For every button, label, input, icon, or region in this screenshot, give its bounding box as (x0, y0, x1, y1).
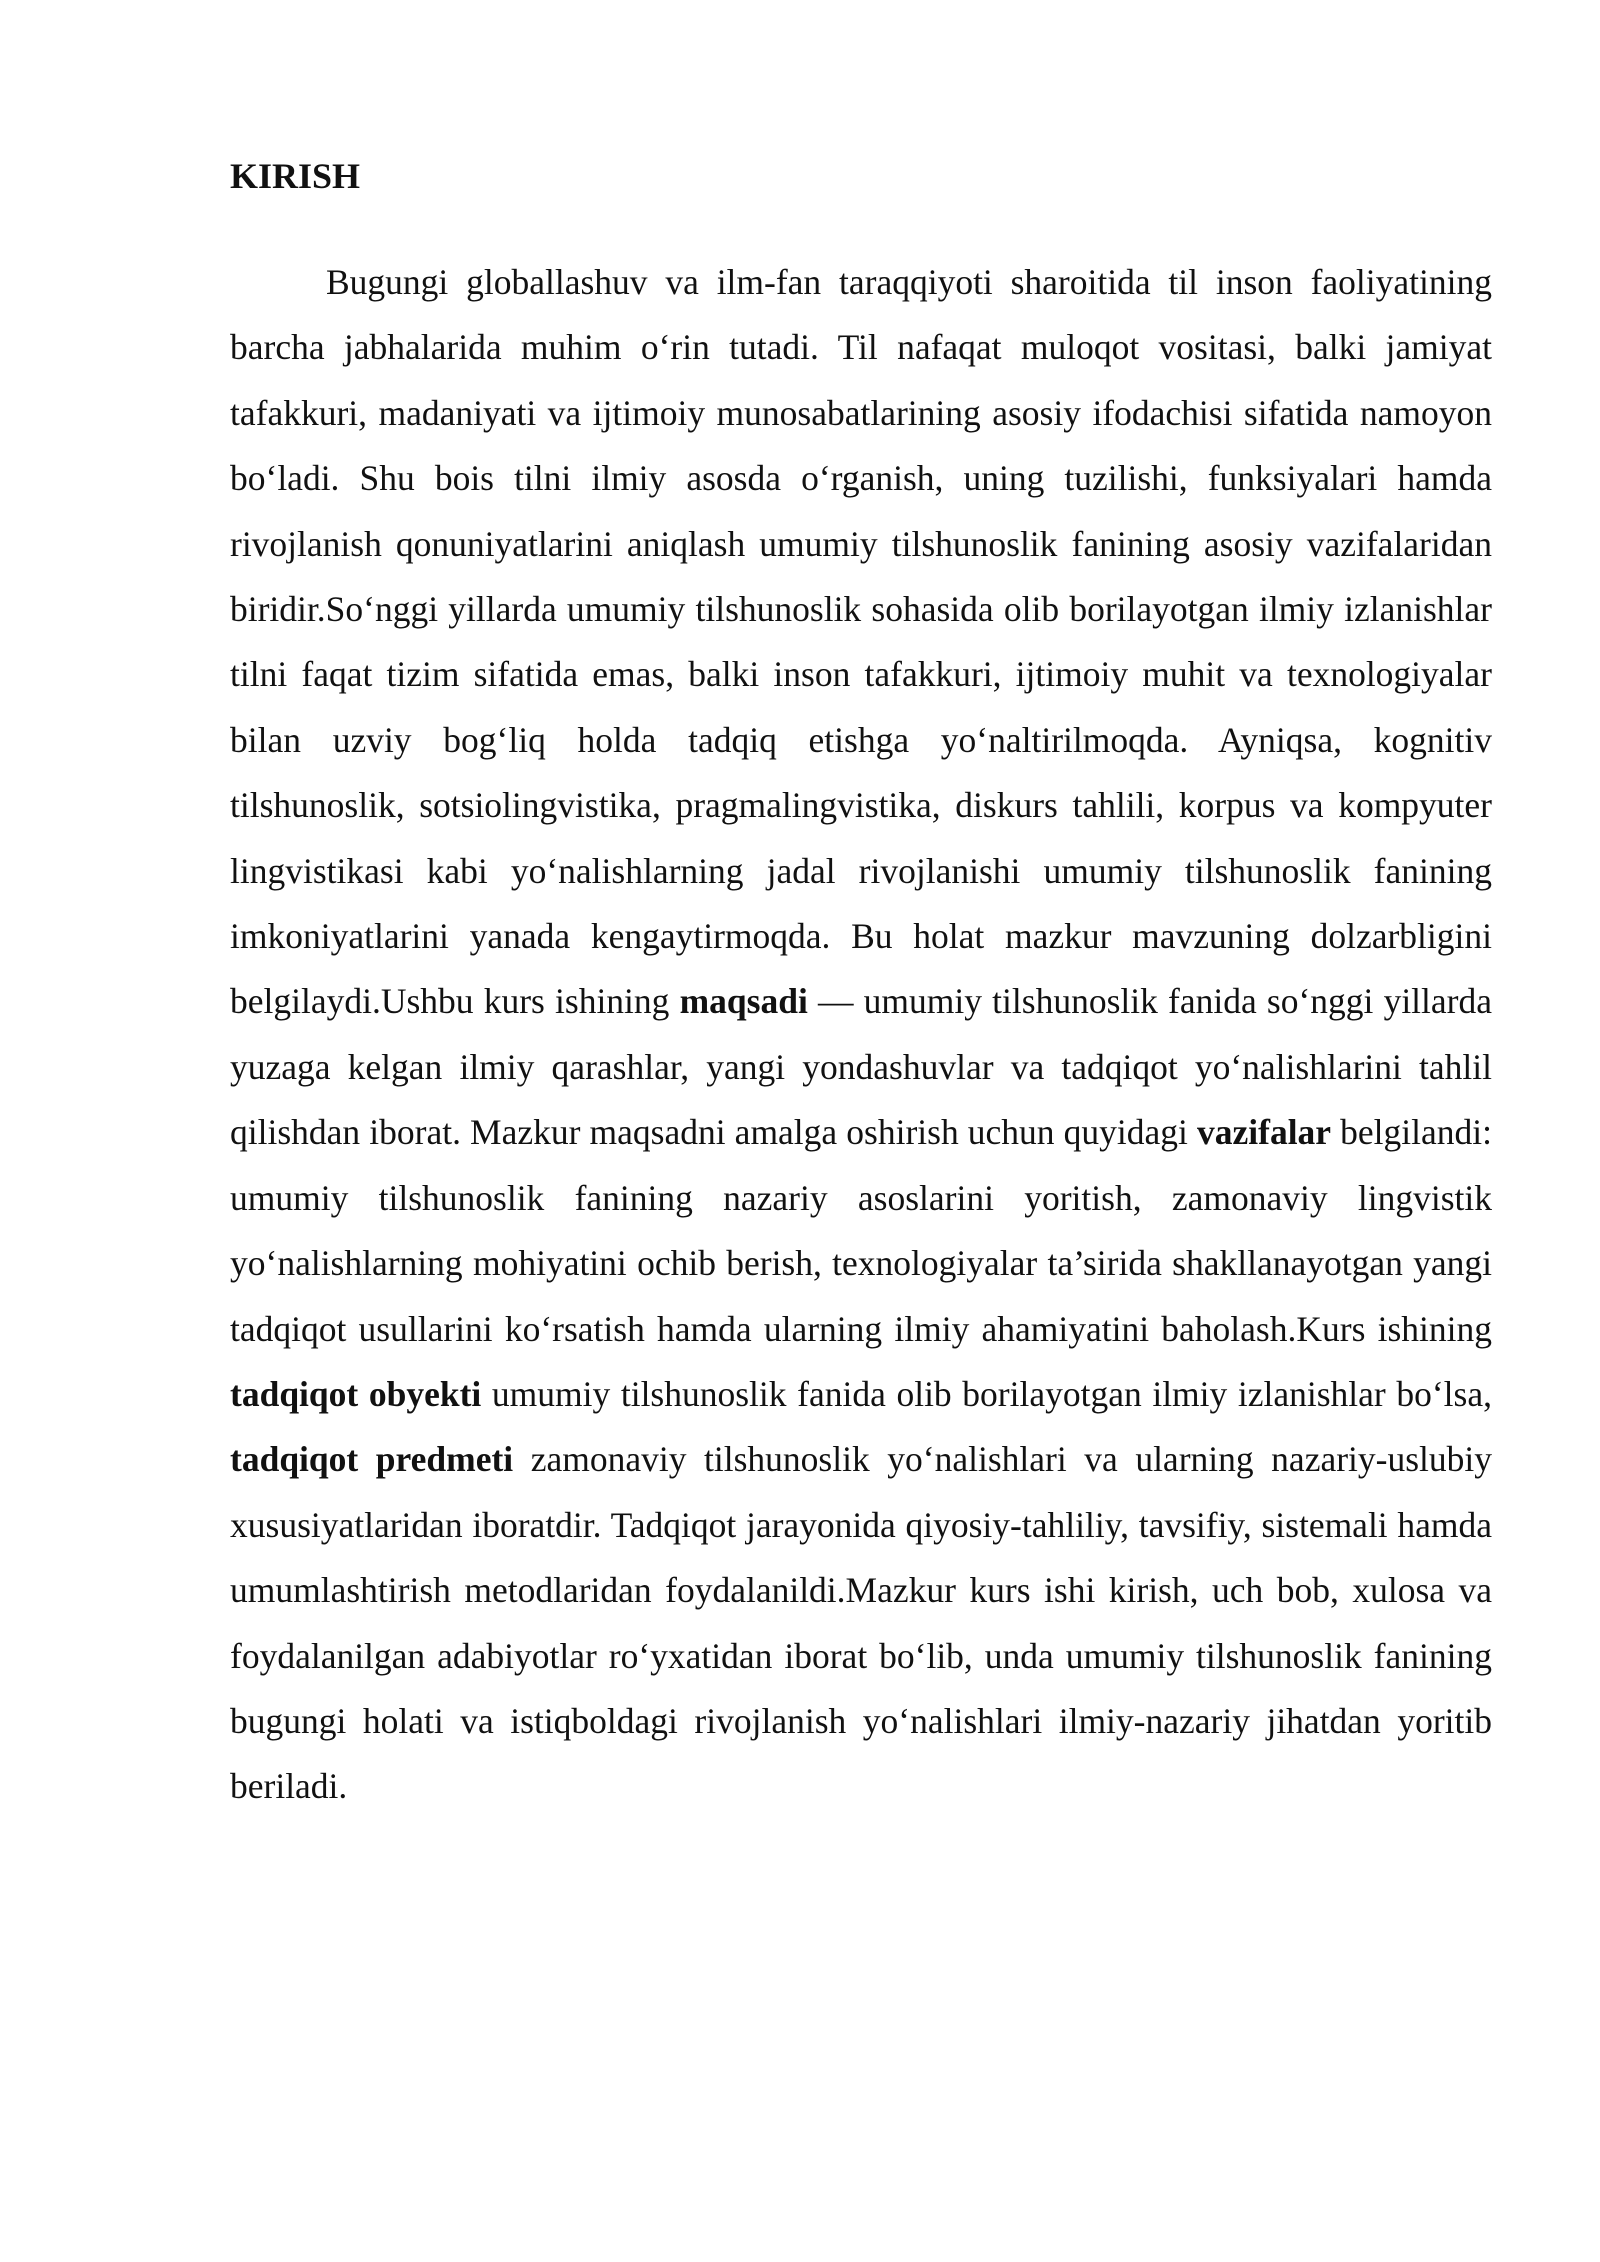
text-run: zamonaviy tilshunoslik yo‘nalishlari va ularning nazariy-uslubiy xususiyatlaridan iboratdir. Tadqiqot jarayonida qiyosiy-tahliliy, tavsifiy, sistemali hamda umumlashtirish metodlaridan foydalanildi.Mazkur kurs ishi kirish, uch bob, xulosa va foydalanilgan adabiyotlar ro‘yxatidan iborat bo‘lib, unda umumiy tilshunoslik fanining bugungi holati va istiqboldagi rivojlanish yo‘nalishlari ilmiy-nazariy jihatdan yoritib beriladi. (230, 1439, 1493, 1807)
text-run: — umumiy tilshunoslik fanida so‘nggi yillarda yuzaga kelgan ilmiy qarashlar, yangi yondashuvlar va tadqiqot yo‘nalishlarini tahlil qilishdan iborat. Mazkur maqsadni amalga oshirish uchun quyidagi (230, 981, 1492, 1153)
text-run: Bugungi globallashuv va ilm-fan taraqqiyoti sharoitida til inson faoliyatining barcha jabhalarida muhim o‘rin tutadi. Til nafaqat muloqot vositasi, balki jamiyat tafakkuri, madaniyati va ijtimoiy munosabatlarining asosiy ifodachisi sifatida namoyon bo‘ladi. Shu bois tilni ilmiy asosda o‘rganish, uning tuzilishi, funksiyalari hamda rivojlanish qonuniyatlarini aniqlash umumiy tilshunoslik fanining asosiy vazifalaridan biridir.So‘nggi yillarda umumiy tilshunoslik sohasida olib borilayotgan ilmiy izlanishlar tilni faqat tizim sifatida emas, balki inson tafakkuri, ijtimoiy muhit va texnologiyalar bilan uzviy bog‘liq holda tadqiq etishga yo‘naltirilmoqda. Ayniqsa, kognitiv tilshunoslik, sotsiolingvistika, pragmalingvistika, diskurs tahlili, korpus va kompyuter lingvistikasi kabi yo‘nalishlarning jadal rivojlanishi umumiy tilshunoslik fanining imkoniyatlarini yanada kengaytirmoqda. Bu holat mazkur mavzuning dolzarbligini belgilaydi.Ushbu kurs ishining (230, 262, 1492, 1022)
intro-paragraph (230, 250, 1492, 1820)
bold-term-vazifalar: vazifalar (1197, 1112, 1332, 1153)
text-run: umumiy tilshunoslik fanida olib borilayotgan ilmiy izlanishlar bo‘lsa, (481, 1373, 1492, 1414)
bold-term-tadqiqot-predmeti: tadqiqot predmeti (230, 1439, 514, 1480)
bold-term-maqsadi: maqsadi (679, 981, 808, 1022)
text-run: belgilandi: umumiy tilshunoslik fanining nazariy asoslarini yoritish, zamonaviy lingvistik yo‘nalishlarning mohiyatini ochib berish, texnologiyalar ta’sirida shakllanayotgan yangi tadqiqot usullarini ko‘rsatish hamda ularning ilmiy ahamiyatini baholash.Kurs ishining (230, 1112, 1492, 1349)
bold-term-tadqiqot-obyekti: tadqiqot obyekti (230, 1373, 482, 1414)
section-heading: KIRISH (230, 156, 361, 196)
